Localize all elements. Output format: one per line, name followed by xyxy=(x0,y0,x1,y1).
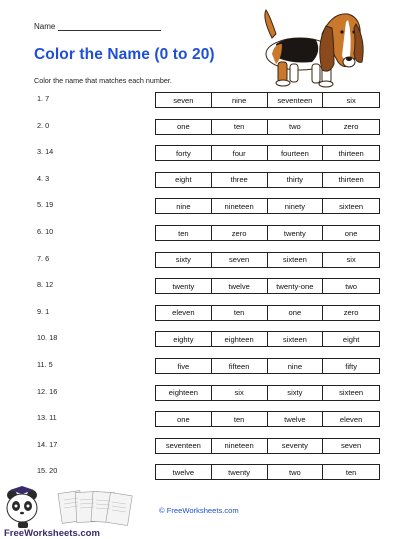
number-word-option[interactable]: eighty xyxy=(156,332,212,346)
option-boxes xyxy=(155,331,380,347)
number-word-option[interactable]: twelve xyxy=(156,465,212,479)
number-word-option[interactable]: ten xyxy=(345,467,357,477)
number-word-option[interactable]: twelve xyxy=(268,412,324,426)
number-word-option[interactable]: two xyxy=(268,465,324,479)
number-word-option[interactable]: nineteen xyxy=(212,439,268,453)
number-word-option[interactable]: one xyxy=(156,120,212,134)
number-word-option[interactable]: forty xyxy=(156,146,212,160)
option-boxes xyxy=(155,92,380,108)
number-word-option[interactable]: fourteen xyxy=(268,146,324,160)
option-boxes xyxy=(155,172,380,188)
number-word-option[interactable]: five xyxy=(156,359,212,373)
number-word-option[interactable]: ten xyxy=(212,412,268,426)
option-boxes xyxy=(155,145,380,161)
option-boxes xyxy=(155,358,380,374)
number-word-option[interactable]: twenty xyxy=(156,279,212,293)
number-row xyxy=(0,331,416,349)
number-word-option[interactable]: twenty xyxy=(268,226,324,240)
number-row xyxy=(0,278,416,296)
number-word-option[interactable]: six xyxy=(346,255,356,265)
number-word-option[interactable]: ten xyxy=(212,120,268,134)
option-boxes xyxy=(155,305,380,321)
option-boxes xyxy=(155,278,380,294)
number-word-option[interactable]: seventeen xyxy=(156,439,212,453)
number-row xyxy=(0,119,416,137)
footer-link[interactable]: © FreeWorksheets.com xyxy=(159,506,239,515)
number-label: 9. 1 xyxy=(37,306,50,316)
number-label: 15. 20 xyxy=(37,466,58,476)
number-word-option[interactable]: sixteen xyxy=(339,388,364,398)
number-word-option[interactable]: three xyxy=(212,173,268,187)
option-boxes xyxy=(155,225,380,241)
name-field xyxy=(34,22,161,31)
svg-text:FreeWorksheets.com: FreeWorksheets.com xyxy=(4,528,100,539)
number-row xyxy=(0,464,416,482)
option-boxes xyxy=(155,464,380,480)
number-word-option[interactable]: eleven xyxy=(339,414,363,424)
number-word-option[interactable]: fifty xyxy=(345,361,358,371)
number-word-option[interactable]: twenty-one xyxy=(268,279,324,293)
number-row xyxy=(0,358,416,376)
name-label: Name xyxy=(34,22,56,31)
number-row xyxy=(0,411,416,429)
option-boxes xyxy=(155,119,380,135)
number-word-option[interactable]: twenty xyxy=(212,465,268,479)
number-word-option[interactable]: fifteen xyxy=(212,359,268,373)
number-label: 8. 12 xyxy=(37,280,54,290)
number-word-option[interactable]: ten xyxy=(156,226,212,240)
number-word-option[interactable]: two xyxy=(345,281,358,291)
number-word-option[interactable]: eighteen xyxy=(212,332,268,346)
number-word-option[interactable]: seventeen xyxy=(268,93,324,107)
number-word-option[interactable]: one xyxy=(156,412,212,426)
number-label: 5. 19 xyxy=(37,200,54,210)
number-label: 13. 11 xyxy=(37,413,57,423)
basset-hound-icon xyxy=(252,4,372,90)
option-boxes xyxy=(155,198,380,214)
number-label: 11. 5 xyxy=(37,360,53,369)
number-word-option[interactable]: eleven xyxy=(156,306,212,320)
number-row xyxy=(0,172,416,190)
number-word-option[interactable]: zero xyxy=(343,122,359,132)
number-row xyxy=(0,225,416,243)
number-word-option[interactable]: thirteen xyxy=(338,175,364,185)
number-label: 2. 0 xyxy=(37,120,50,130)
option-boxes xyxy=(155,438,380,454)
number-row xyxy=(0,438,416,456)
number-word-option[interactable]: two xyxy=(268,120,324,134)
number-word-option[interactable]: sixty xyxy=(268,386,324,400)
number-row xyxy=(0,198,416,216)
number-word-option[interactable]: seventy xyxy=(268,439,324,453)
panda-logo-icon xyxy=(0,486,145,539)
number-word-option[interactable]: sixteen xyxy=(268,253,324,267)
number-row xyxy=(0,145,416,163)
number-word-option[interactable]: eight xyxy=(156,173,212,187)
number-row xyxy=(0,252,416,270)
number-word-option[interactable]: sixteen xyxy=(268,332,324,346)
number-word-option[interactable]: seven xyxy=(156,93,212,107)
number-word-option[interactable]: zero xyxy=(212,226,268,240)
name-write-line[interactable] xyxy=(58,22,161,31)
number-word-option[interactable]: twelve xyxy=(212,279,268,293)
number-word-option[interactable]: eight xyxy=(342,334,360,344)
number-row xyxy=(0,305,416,323)
number-label: 7. 6 xyxy=(37,253,50,263)
number-word-option[interactable]: six xyxy=(212,386,268,400)
number-word-option[interactable]: four xyxy=(212,146,268,160)
number-word-option[interactable]: sixteen xyxy=(339,201,364,211)
number-label: 14. 17 xyxy=(37,439,58,449)
number-row xyxy=(0,92,416,110)
number-word-option[interactable]: eighteen xyxy=(156,386,212,400)
number-word-option[interactable]: ten xyxy=(212,306,268,320)
number-word-option[interactable]: six xyxy=(346,95,356,105)
number-word-option[interactable]: thirty xyxy=(268,173,324,187)
number-word-option[interactable]: zero xyxy=(343,308,359,318)
number-word-option[interactable]: one xyxy=(344,228,358,238)
number-word-option[interactable]: seven xyxy=(340,441,362,451)
number-word-option[interactable]: nineteen xyxy=(212,199,268,213)
number-label: 4. 3 xyxy=(37,173,50,183)
worksheet-title: Color the Name (0 to 20) xyxy=(34,46,215,63)
number-word-option[interactable]: ninety xyxy=(268,199,324,213)
number-word-option[interactable]: nine xyxy=(212,93,268,107)
number-word-option[interactable]: one xyxy=(268,306,324,320)
number-label: 6. 10 xyxy=(37,227,54,236)
number-word-option[interactable]: thirteen xyxy=(338,148,364,158)
number-word-option[interactable]: sixty xyxy=(156,253,212,267)
number-word-option[interactable]: nine xyxy=(156,199,212,213)
number-label: 10. 18 xyxy=(37,333,58,343)
number-word-option[interactable]: seven xyxy=(212,253,268,267)
instructions: Color the name that matches each number. xyxy=(34,76,172,85)
option-boxes xyxy=(155,411,380,427)
number-label: 1. 7 xyxy=(37,94,50,103)
number-word-option[interactable]: nine xyxy=(268,359,324,373)
number-label: 12. 16 xyxy=(37,386,58,396)
number-row xyxy=(0,385,416,403)
option-boxes xyxy=(155,252,380,268)
option-boxes xyxy=(155,385,380,401)
number-label: 3. 14 xyxy=(37,147,54,157)
